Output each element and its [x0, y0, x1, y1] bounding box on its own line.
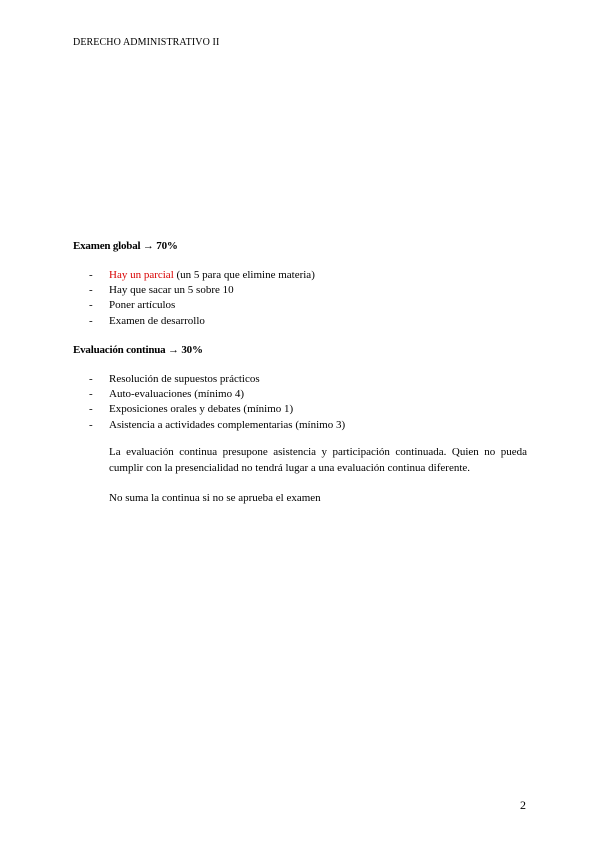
list-dash: - — [89, 299, 93, 312]
section-title-examen-global: Examen global → 70% — [73, 240, 178, 252]
paragraph-continuous-assessment: La evaluación continua presupone asistencia y participación continuada. Quien no pueda cumplir con la presencialidad no tendrá lugar a una evaluación continua diferente. — [109, 446, 527, 474]
page-header: DERECHO ADMINISTRATIVO II — [73, 37, 220, 48]
list-item-text: Resolución de supuestos prácticos — [109, 373, 260, 385]
list-item — [89, 268, 315, 283]
list-item-text: (un 5 para que elimine materia) — [173, 269, 315, 281]
list-item — [89, 283, 315, 298]
evaluacion-continua-list — [89, 372, 345, 433]
list-item — [89, 372, 345, 387]
list-item-text: Hay que sacar un 5 sobre 10 — [109, 284, 234, 297]
list-item-text: Asistencia a actividades complementarias (mínimo 3) — [109, 418, 346, 431]
list-item-text: Examen de desarrollo — [109, 314, 205, 327]
list-item-text: Poner artículos — [109, 299, 176, 312]
list-dash: - — [89, 373, 93, 385]
list-item — [89, 387, 345, 402]
list-item — [89, 298, 315, 313]
list-item-text: Exposiciones orales y debates (mínimo 1) — [109, 403, 294, 416]
list-dash: - — [89, 388, 93, 401]
list-dash: - — [89, 284, 93, 297]
list-dash: - — [89, 418, 93, 431]
list-item-text: Auto-evaluaciones (mínimo 4) — [109, 388, 245, 401]
list-dash: - — [89, 314, 93, 327]
page-number: 2 — [520, 798, 526, 812]
list-item — [89, 418, 345, 433]
section-title-evaluacion-continua: Evaluación continua → 30% — [73, 344, 203, 356]
list-item — [89, 402, 345, 417]
highlighted-text: Hay un parcial — [109, 269, 174, 281]
examen-global-list — [89, 268, 315, 329]
list-item — [89, 314, 315, 329]
list-dash: - — [89, 269, 93, 281]
list-dash: - — [89, 403, 93, 416]
paragraph-exam-requirement: No suma la continua si no se aprueba el examen — [109, 492, 321, 504]
